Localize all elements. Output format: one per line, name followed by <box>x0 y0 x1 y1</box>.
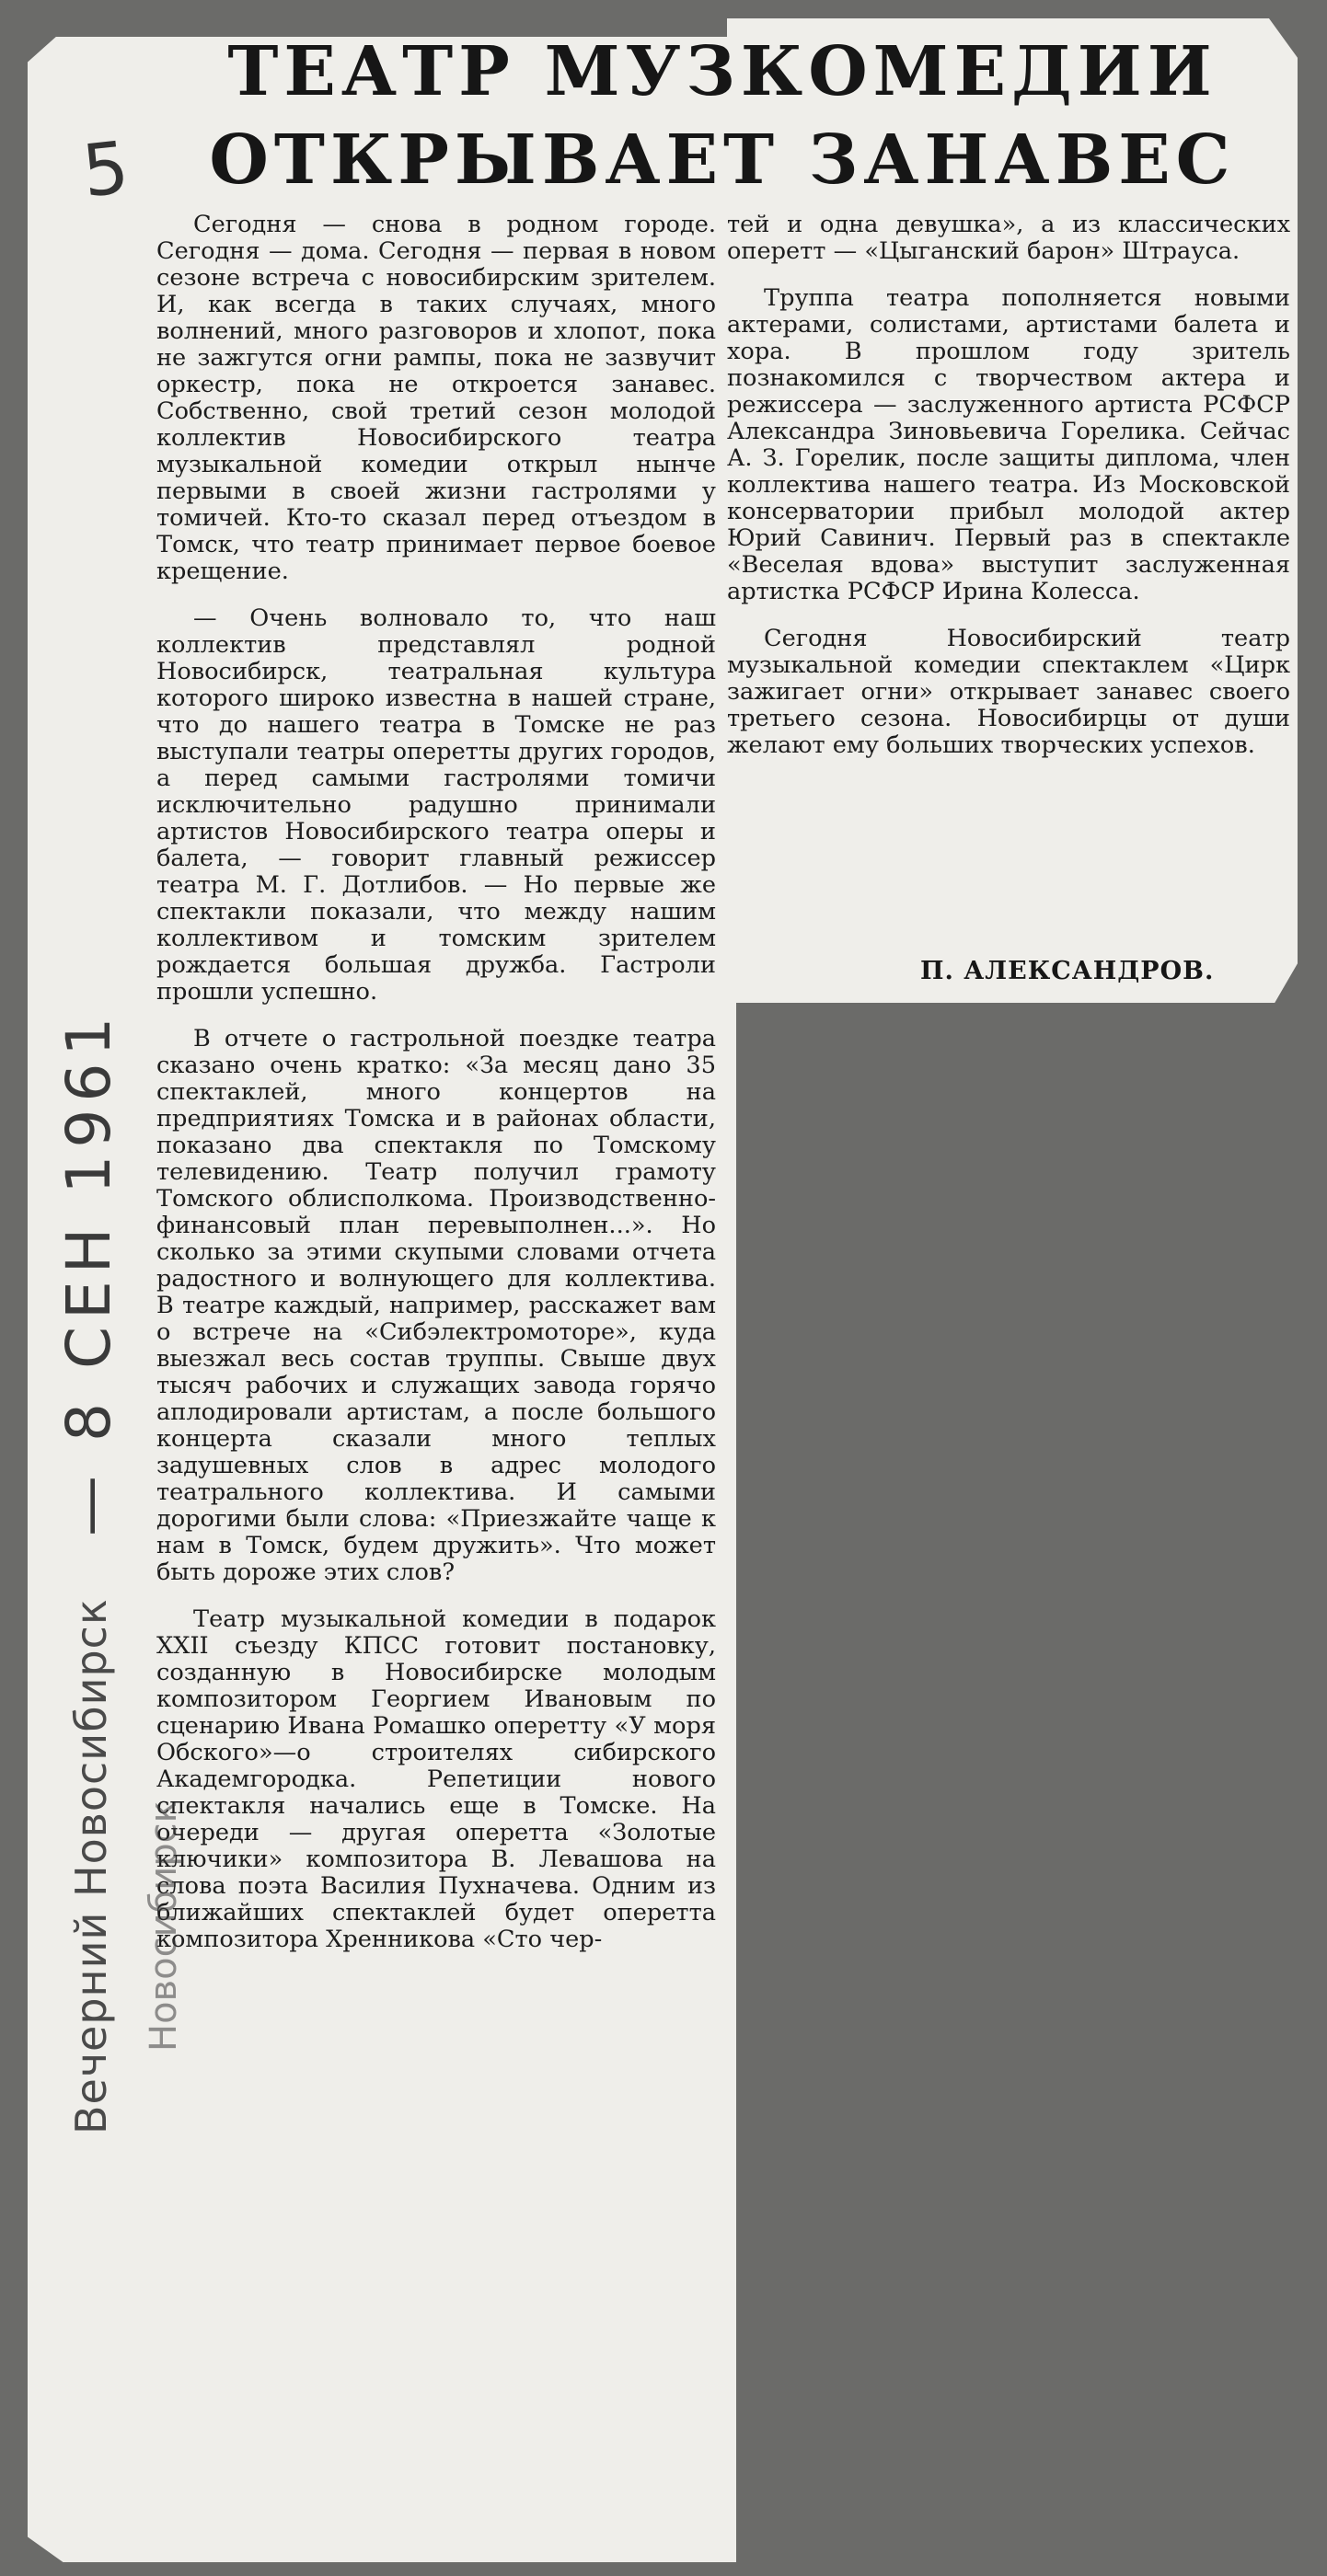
handwritten-page-number: 5 <box>78 126 133 214</box>
paragraph: Труппа театра пополняется новыми актерами, солистами, артистами балета и хора. В прошлом году зритель познакомился с творчеством актера и режиссера — заслуженного артиста РСФСР Александра Зиновьевича Горелика. Сейчас А. З. Горелик, после защиты диплома, член коллектива нашего театра. Из Московской консерватории прибыл молодой актер Юрий Савинич. Первый раз в спектакле «Веселая вдова» выступит заслуженная артистка РСФСР Ирина Колесса. <box>727 284 1290 605</box>
date-stamp: — 8 СЕН 1961 <box>53 1009 124 1536</box>
paragraph: Сегодня — снова в родном городе. Сегодня — дома. Сегодня — первая в новом сезоне встреча с новосибирским зрителем. И, как всегда в таких случаях, много волнений, много разговоров и хлопот, пока не зажгутся огни рампы, пока не зазвучит оркестр, пока не откроется занавес. Собственно, свой третий сезон молодой коллектив Новосибирского театра музыкальной комедии открыл нынче первыми в своей жизни гастролями у томичей. Кто-то сказал перед отъездом в Томск, что театр принимает первое боевое крещение. <box>156 211 716 585</box>
paragraph: Театр музыкальной комедии в подарок XXII съезду КПСС готовит постановку, созданную в Новосибирске молодым композитором Георгием Ивановым по сценарию Ивана Ромашко оперетту «У моря Обского»—о строителях сибирского Академгородка. Репетиции нового спектакля начались еще в Томске. На очереди — другая оперетта «Золотые ключики» композитора В. Левашова на слова поэта Василия Пухначева. Одним из ближайших спектаклей будет оперетта композитора Хренникова «Сто чер- <box>156 1605 716 1953</box>
article-column-left <box>156 212 716 1973</box>
source-stamp-faint: Новосибирск <box>143 1800 185 2052</box>
paragraph: В отчете о гастрольной поездке театра сказано очень кратко: «За месяц дано 35 спектаклей, много концертов на предприятиях Томска и в районах области, показано два спектакля по Томскому телевидению. Театр получил грамоту Томского облисполкома. Производственно-финансовый план перевыполнен...». Но сколько за этими скупыми словами отчета радостного и волнующего для коллектива. В театре каждый, например, расскажет вам о встрече на «Сибэлектромоторе», куда выезжал весь состав труппы. Свыше двух тысяч рабочих и служащих завода горячо аплодировали артистам, а после большого концерта сказали много теплых задушевных слов в адрес молодого театрального коллектива. И самыми дорогими были слова: «Приезжайте чаще к нам в Томск, будем дружить». Что может быть дороже этих слов? <box>156 1025 716 1586</box>
paragraph: Сегодня Новосибирский театр музыкальной комедии спектаклем «Цирк зажигает огни» открывает занавес своего третьего сезона. Новосибирцы от души желают ему больших творческих успехов. <box>727 625 1290 759</box>
source-stamp: Вечерний Новосибирск <box>66 1598 116 2134</box>
author-signature: П. АЛЕКСАНДРОВ. <box>920 957 1215 985</box>
headline-line-2: ОТКРЫВАЕТ ЗАНАВЕС <box>209 121 1236 200</box>
paragraph: — Очень волновало то, что наш коллектив представлял родной Новосибирск, театральная культура которого широко известна в нашей стране, что до нашего театра в Томске не раз выступали театры оперетты других городов, а перед самыми гастролями томичи исключительно радушно принимали артистов Новосибирского театра оперы и балета, — говорит главный режиссер театра М. Г. Дотлибов. — Но первые же спектакли показали, что между нашим коллективом и томским зрителем рождается большая дружба. Гастроли прошли успешно. <box>156 604 716 1006</box>
paragraph: тей и одна девушка», а из классических оперетт — «Цыганский барон» Штрауса. <box>727 211 1290 265</box>
headline-line-1: ТЕАТР МУЗКОМЕДИИ <box>227 32 1217 111</box>
article-column-right <box>727 212 1290 779</box>
article-headline <box>207 28 1238 204</box>
